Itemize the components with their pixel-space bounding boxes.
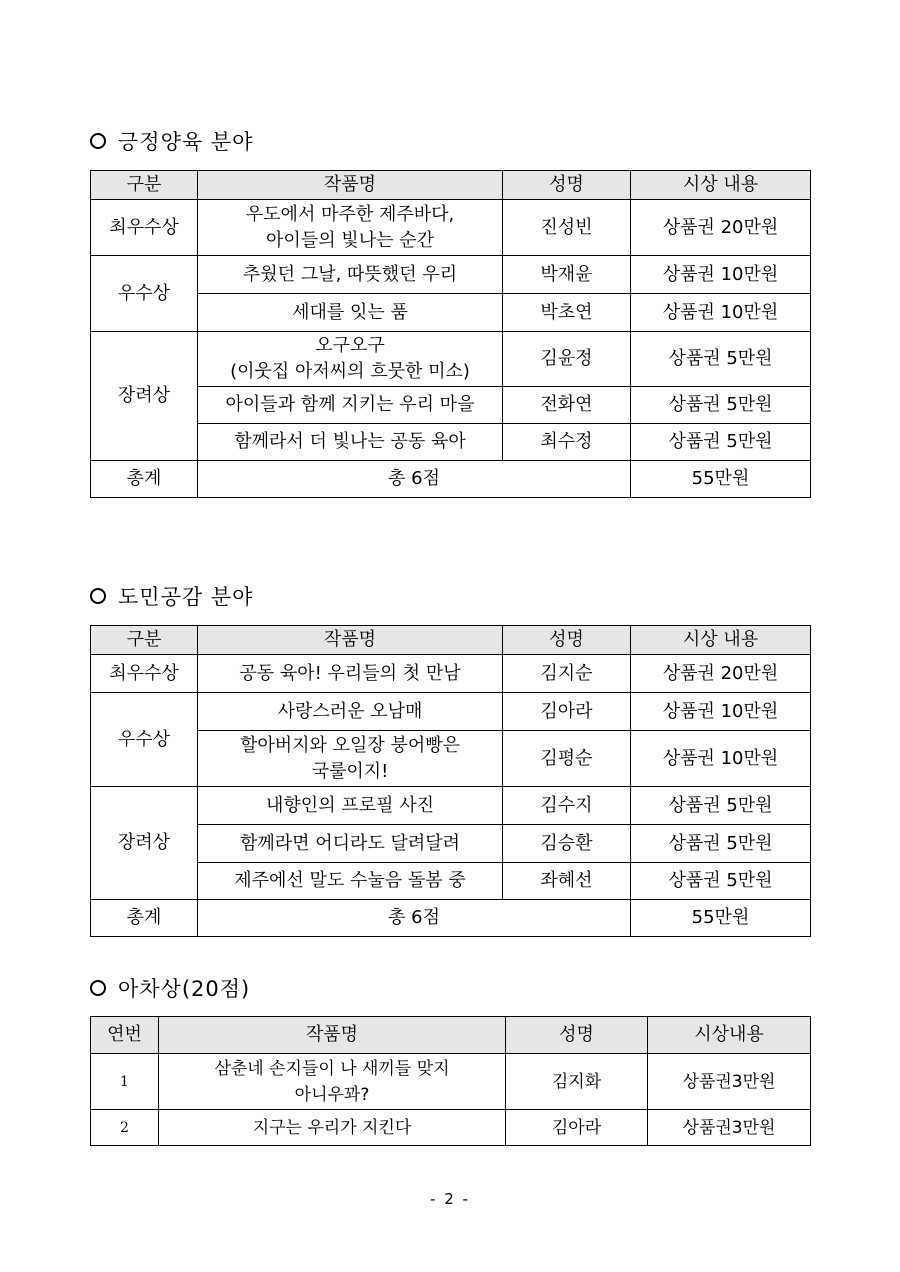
header-prize: 시상 내용 bbox=[631, 626, 811, 655]
header-work: 작품명 bbox=[159, 1017, 506, 1054]
total-count: 총 6점 bbox=[198, 900, 631, 937]
name-cell: 김승환 bbox=[503, 825, 631, 863]
work-cell: 아이들과 함께 지키는 우리 마을 bbox=[198, 387, 503, 424]
header-category: 구분 bbox=[91, 171, 198, 200]
circle-bullet-icon bbox=[90, 588, 106, 604]
category-cell: 최우수상 bbox=[91, 655, 198, 693]
total-amount: 55만원 bbox=[631, 461, 811, 498]
prize-cell: 상품권 5만원 bbox=[631, 332, 811, 387]
header-no: 연번 bbox=[91, 1017, 159, 1054]
name-cell: 김윤정 bbox=[503, 332, 631, 387]
prize-cell: 상품권 5만원 bbox=[631, 787, 811, 825]
prize-cell: 상품권 5만원 bbox=[631, 387, 811, 424]
name-cell: 진성빈 bbox=[503, 200, 631, 256]
work-cell: 함께라면 어디라도 달려달려 bbox=[198, 825, 503, 863]
total-row bbox=[91, 900, 811, 937]
work-title: 할아버지와 오일장 붕어빵은 국룰이지! bbox=[239, 734, 461, 782]
table-row bbox=[91, 655, 811, 693]
table-row bbox=[91, 424, 811, 461]
work-title: 삼춘네 손지들이 나 새끼들 맞지 아니우꽈? bbox=[214, 1058, 450, 1105]
work-title: 오구오구 (이웃집 아저씨의 흐뭇한 미소) bbox=[230, 335, 470, 382]
table-row bbox=[91, 863, 811, 900]
header-name: 성명 bbox=[503, 171, 631, 200]
section1-title bbox=[88, 126, 253, 156]
name-cell: 김지화 bbox=[506, 1054, 648, 1110]
table-row bbox=[91, 1054, 811, 1110]
total-amount: 55만원 bbox=[631, 900, 811, 937]
section3-table bbox=[90, 1016, 811, 1146]
table-row bbox=[91, 200, 811, 256]
table-row bbox=[91, 731, 811, 787]
table-row bbox=[91, 256, 811, 294]
work-cell: 추웠던 그날, 따뜻했던 우리 bbox=[198, 256, 503, 294]
table-row bbox=[91, 332, 811, 387]
name-cell: 최수정 bbox=[503, 424, 631, 461]
section3-title-text: 아차상(20점) bbox=[118, 977, 251, 1001]
prize-cell: 상품권3만원 bbox=[648, 1110, 811, 1146]
name-cell: 박초연 bbox=[503, 294, 631, 332]
prize-cell: 상품권 5만원 bbox=[631, 825, 811, 863]
circle-bullet-icon bbox=[90, 980, 106, 996]
section2-title bbox=[88, 581, 253, 611]
table-row bbox=[91, 693, 811, 731]
prize-cell: 상품권 5만원 bbox=[631, 424, 811, 461]
name-cell: 김아라 bbox=[503, 693, 631, 731]
section1-table bbox=[90, 170, 811, 498]
category-cell: 우수상 bbox=[91, 693, 198, 787]
no-cell: 1 bbox=[91, 1054, 159, 1110]
name-cell: 박재윤 bbox=[503, 256, 631, 294]
total-count: 총 6점 bbox=[198, 461, 631, 498]
category-cell: 최우수상 bbox=[91, 200, 198, 256]
section2-title-text: 도민공감 분야 bbox=[118, 585, 254, 609]
work-cell: 세대를 잇는 품 bbox=[198, 294, 503, 332]
name-cell: 전화연 bbox=[503, 387, 631, 424]
section2-table bbox=[90, 625, 811, 937]
header-work: 작품명 bbox=[198, 626, 503, 655]
work-cell: 사랑스러운 오남매 bbox=[198, 693, 503, 731]
page-number: - 2 - bbox=[430, 1190, 470, 1208]
section1-title-text: 긍정양육 분야 bbox=[118, 130, 254, 154]
name-cell: 김아라 bbox=[506, 1110, 648, 1146]
header-prize: 시상 내용 bbox=[631, 171, 811, 200]
prize-cell: 상품권 10만원 bbox=[631, 256, 811, 294]
work-cell: 내향인의 프로필 사진 bbox=[198, 787, 503, 825]
total-label: 총계 bbox=[91, 900, 198, 937]
table-row bbox=[91, 387, 811, 424]
work-cell bbox=[159, 1054, 506, 1110]
prize-cell: 상품권 10만원 bbox=[631, 693, 811, 731]
prize-cell: 상품권 10만원 bbox=[631, 294, 811, 332]
table-row bbox=[91, 1110, 811, 1146]
category-cell: 장려상 bbox=[91, 787, 198, 900]
work-cell bbox=[198, 200, 503, 256]
header-name: 성명 bbox=[503, 626, 631, 655]
work-cell: 제주에선 말도 수눌음 돌봄 중 bbox=[198, 863, 503, 900]
prize-cell: 상품권 20만원 bbox=[631, 655, 811, 693]
name-cell: 김평순 bbox=[503, 731, 631, 787]
circle-bullet-icon bbox=[90, 133, 106, 149]
no-cell: 2 bbox=[91, 1110, 159, 1146]
header-work: 작품명 bbox=[198, 171, 503, 200]
header-name: 성명 bbox=[506, 1017, 648, 1054]
name-cell: 김수지 bbox=[503, 787, 631, 825]
work-cell: 공동 육아! 우리들의 첫 만남 bbox=[198, 655, 503, 693]
prize-cell: 상품권 10만원 bbox=[631, 731, 811, 787]
section3-title bbox=[88, 973, 250, 1003]
total-row bbox=[91, 461, 811, 498]
header-prize: 시상내용 bbox=[648, 1017, 811, 1054]
table-row bbox=[91, 787, 811, 825]
prize-cell: 상품권3만원 bbox=[648, 1054, 811, 1110]
prize-cell: 상품권 5만원 bbox=[631, 863, 811, 900]
table-row bbox=[91, 825, 811, 863]
work-cell bbox=[198, 332, 503, 387]
work-cell bbox=[198, 731, 503, 787]
category-cell: 우수상 bbox=[91, 256, 198, 332]
name-cell: 좌혜선 bbox=[503, 863, 631, 900]
name-cell: 김지순 bbox=[503, 655, 631, 693]
work-cell: 함께라서 더 빛나는 공동 육아 bbox=[198, 424, 503, 461]
category-cell: 장려상 bbox=[91, 332, 198, 461]
total-label: 총계 bbox=[91, 461, 198, 498]
work-cell: 지구는 우리가 지킨다 bbox=[159, 1110, 506, 1146]
work-title: 우도에서 마주한 제주바다, 아이들의 빛나는 순간 bbox=[245, 203, 455, 251]
table-row bbox=[91, 294, 811, 332]
prize-cell: 상품권 20만원 bbox=[631, 200, 811, 256]
header-category: 구분 bbox=[91, 626, 198, 655]
